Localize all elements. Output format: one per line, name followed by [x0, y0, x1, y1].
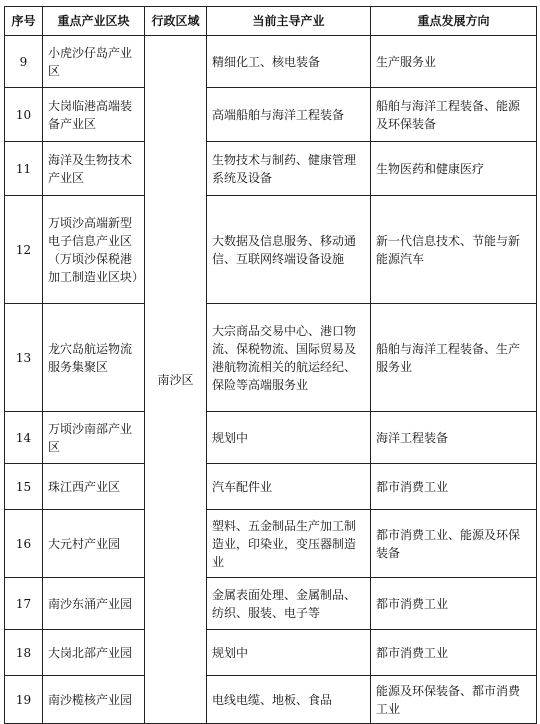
industry-block-table	[4, 6, 537, 724]
row-block: 南沙榄核产业园	[43, 676, 145, 724]
row-index: 10	[5, 88, 43, 142]
table-header-row	[5, 7, 537, 36]
row-block: 小虎沙仔岛产业区	[43, 36, 145, 88]
row-industry: 大数据及信息服务、移动通信、互联网终端设备设施	[207, 196, 371, 304]
row-industry: 金属表面处理、金属制品、纺织、服装、电子等	[207, 578, 371, 630]
header-direction: 重点发展方向	[371, 7, 537, 36]
row-industry: 高端船舶与海洋工程装备	[207, 88, 371, 142]
row-direction: 船舶与海洋工程装备、生产服务业	[371, 304, 537, 412]
row-block: 龙穴岛航运物流服务集聚区	[43, 304, 145, 412]
row-industry: 规划中	[207, 630, 371, 676]
row-direction: 能源及环保装备、都市消费工业	[371, 676, 537, 724]
row-block: 大岗临港高端装备产业区	[43, 88, 145, 142]
row-index: 19	[5, 676, 43, 724]
table-row	[5, 578, 537, 630]
table-row	[5, 36, 537, 88]
row-industry: 规划中	[207, 412, 371, 464]
row-direction: 生产服务业	[371, 36, 537, 88]
row-industry: 生物技术与制药、健康管理系统及设备	[207, 142, 371, 196]
row-block: 海洋及生物技术产业区	[43, 142, 145, 196]
row-direction: 生物医药和健康医疗	[371, 142, 537, 196]
row-index: 16	[5, 510, 43, 578]
row-block: 大元村产业园	[43, 510, 145, 578]
table-row	[5, 304, 537, 412]
row-index: 18	[5, 630, 43, 676]
table-row	[5, 88, 537, 142]
header-industry: 当前主导产业	[207, 7, 371, 36]
row-direction: 船舶与海洋工程装备、能源及环保装备	[371, 88, 537, 142]
table-row	[5, 142, 537, 196]
row-block: 南沙东涌产业园	[43, 578, 145, 630]
row-industry: 汽车配件业	[207, 464, 371, 510]
header-district: 行政区域	[145, 7, 207, 36]
row-direction: 新一代信息技术、节能与新能源汽车	[371, 196, 537, 304]
row-index: 9	[5, 36, 43, 88]
row-index: 13	[5, 304, 43, 412]
table-row	[5, 464, 537, 510]
row-index: 12	[5, 196, 43, 304]
row-index: 15	[5, 464, 43, 510]
table-row	[5, 510, 537, 578]
row-direction: 都市消费工业	[371, 578, 537, 630]
row-direction: 海洋工程装备	[371, 412, 537, 464]
table-row	[5, 412, 537, 464]
row-direction: 都市消费工业	[371, 630, 537, 676]
row-industry: 大宗商品交易中心、港口物流、保税物流、国际贸易及港航物流相关的航运经纪、保险等高端服务业	[207, 304, 371, 412]
row-block: 珠江西产业区	[43, 464, 145, 510]
row-block: 万顷沙南部产业区	[43, 412, 145, 464]
row-block: 大岗北部产业园	[43, 630, 145, 676]
table-row	[5, 676, 537, 724]
table-row	[5, 196, 537, 304]
row-industry: 精细化工、核电装备	[207, 36, 371, 88]
table-row	[5, 630, 537, 676]
district-cell: 南沙区	[145, 36, 207, 724]
header-block: 重点产业区块	[43, 7, 145, 36]
row-index: 11	[5, 142, 43, 196]
row-industry: 塑料、五金制品生产加工制造业，印染业，变压器制造业	[207, 510, 371, 578]
row-index: 14	[5, 412, 43, 464]
row-index: 17	[5, 578, 43, 630]
row-block: 万顷沙高端新型电子信息产业区（万顷沙保税港加工制造业区块）	[43, 196, 145, 304]
header-index: 序号	[5, 7, 43, 36]
row-direction: 都市消费工业、能源及环保装备	[371, 510, 537, 578]
row-direction: 都市消费工业	[371, 464, 537, 510]
row-industry: 电线电缆、地板、食品	[207, 676, 371, 724]
